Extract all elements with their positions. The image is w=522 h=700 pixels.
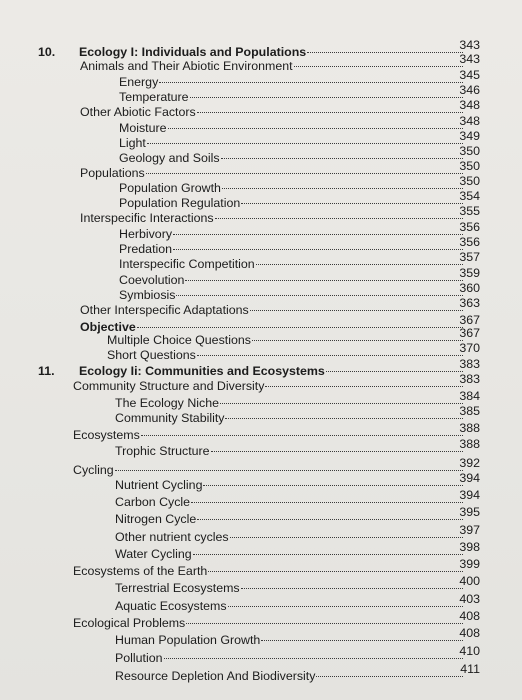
section-title: Interspecific Competition bbox=[119, 257, 255, 271]
section-title: Carbon Cycle bbox=[115, 495, 191, 509]
dot-leader bbox=[294, 65, 463, 67]
page-number: 395 bbox=[459, 505, 480, 519]
dot-leader bbox=[197, 111, 463, 113]
toc-entry bbox=[119, 120, 464, 136]
chapter-number: 10. bbox=[38, 45, 56, 59]
toc-entry bbox=[119, 195, 464, 211]
section-title: Water Cycling bbox=[115, 547, 192, 561]
page-number: 350 bbox=[459, 174, 480, 188]
toc-row bbox=[0, 523, 522, 545]
toc-row bbox=[0, 159, 522, 181]
page-number: 383 bbox=[459, 357, 480, 371]
page-number: 360 bbox=[459, 281, 480, 295]
toc-row bbox=[0, 389, 522, 411]
dot-leader bbox=[176, 294, 463, 296]
section-title: Interspecific Interactions bbox=[80, 211, 214, 225]
section-title: Other nutrient cycles bbox=[115, 530, 229, 544]
toc-row bbox=[0, 456, 522, 478]
page-number: 348 bbox=[459, 98, 480, 112]
page-number: 356 bbox=[459, 220, 480, 234]
dot-leader bbox=[211, 450, 463, 452]
toc-entry bbox=[80, 165, 464, 181]
toc-row bbox=[0, 404, 522, 426]
section-title: Aquatic Ecosystems bbox=[115, 599, 227, 613]
section-title: Trophic Structure bbox=[115, 444, 210, 458]
toc-entry bbox=[115, 580, 464, 596]
toc-row bbox=[0, 250, 522, 272]
toc-row bbox=[0, 471, 522, 493]
toc-entry bbox=[107, 347, 464, 363]
page-number: 350 bbox=[459, 144, 480, 158]
dot-leader bbox=[203, 484, 463, 486]
page-number: 355 bbox=[459, 204, 480, 218]
toc-entry bbox=[115, 511, 464, 527]
dot-leader bbox=[252, 339, 463, 341]
section-title: Moisture bbox=[119, 121, 167, 135]
page-number: 388 bbox=[459, 421, 480, 435]
toc-row bbox=[0, 129, 522, 151]
toc-row bbox=[0, 488, 522, 510]
dot-leader bbox=[173, 233, 463, 235]
toc-row bbox=[0, 592, 522, 614]
toc-entry bbox=[119, 226, 464, 242]
dot-leader bbox=[220, 402, 463, 404]
dot-leader bbox=[230, 536, 463, 538]
section-title: Population Growth bbox=[119, 181, 221, 195]
section-title: Population Regulation bbox=[119, 196, 241, 210]
toc-entry bbox=[119, 89, 464, 105]
toc-entry bbox=[115, 443, 464, 459]
section-title: Resource Depletion And Biodiversity bbox=[115, 669, 316, 683]
dot-leader bbox=[185, 279, 463, 281]
toc-entry bbox=[107, 332, 464, 348]
toc-row bbox=[0, 68, 522, 90]
toc-row bbox=[0, 296, 522, 318]
chapter-title: Objective bbox=[80, 320, 136, 334]
dot-leader bbox=[221, 157, 463, 159]
section-title: Community Structure and Diversity bbox=[73, 379, 265, 393]
toc-row bbox=[0, 281, 522, 303]
toc-row bbox=[0, 204, 522, 226]
toc-row bbox=[0, 574, 522, 596]
page-number: 403 bbox=[459, 592, 480, 606]
toc-row bbox=[0, 83, 522, 105]
toc-row bbox=[0, 662, 522, 684]
toc-row bbox=[0, 266, 522, 288]
toc-entry bbox=[80, 210, 464, 226]
toc-row bbox=[0, 505, 522, 527]
section-title: Ecosystems bbox=[73, 428, 140, 442]
page-number: 394 bbox=[459, 471, 480, 485]
toc-row bbox=[0, 644, 522, 666]
toc-entry bbox=[115, 529, 464, 545]
toc-row bbox=[0, 626, 522, 648]
section-title: Short Questions bbox=[107, 348, 196, 362]
dot-leader bbox=[265, 385, 463, 387]
dot-leader bbox=[241, 202, 463, 204]
dot-leader bbox=[164, 657, 463, 659]
toc-row bbox=[0, 357, 522, 379]
section-title: Nitrogen Cycle bbox=[115, 512, 197, 526]
toc-entry bbox=[73, 462, 464, 478]
chapter-title: Ecology Ii: Communities and Ecosystems bbox=[79, 364, 325, 378]
toc-entry bbox=[115, 494, 464, 510]
page-number: 399 bbox=[459, 557, 480, 571]
dot-leader bbox=[256, 263, 463, 265]
toc-entry bbox=[80, 104, 464, 120]
toc-entry bbox=[80, 58, 464, 74]
page-number: 370 bbox=[459, 341, 480, 355]
dot-leader bbox=[225, 417, 463, 419]
dot-leader bbox=[215, 217, 463, 219]
page-number: 349 bbox=[459, 129, 480, 143]
dot-leader bbox=[137, 326, 463, 328]
toc-row bbox=[0, 609, 522, 631]
toc-row bbox=[0, 189, 522, 211]
page-number: 350 bbox=[459, 159, 480, 173]
page-number: 410 bbox=[459, 644, 480, 658]
toc-entry bbox=[115, 410, 464, 426]
dot-leader bbox=[147, 142, 463, 144]
page-number: 392 bbox=[459, 456, 480, 470]
dot-leader bbox=[115, 469, 463, 471]
dot-leader bbox=[326, 370, 463, 372]
chapter-title: Ecology I: Individuals and Populations bbox=[79, 45, 307, 59]
section-title: Symbiosis bbox=[119, 288, 176, 302]
section-title: Multiple Choice Questions bbox=[107, 333, 251, 347]
toc-row bbox=[0, 437, 522, 459]
dot-leader bbox=[186, 622, 463, 624]
toc-entry bbox=[119, 135, 464, 151]
dot-leader bbox=[159, 81, 463, 83]
page-number: 367 bbox=[459, 313, 480, 327]
toc-entry bbox=[119, 272, 464, 288]
section-title: Community Stability bbox=[115, 411, 225, 425]
toc-row bbox=[0, 540, 522, 562]
toc-entry bbox=[79, 363, 464, 379]
toc-entry bbox=[115, 546, 464, 562]
toc-entry bbox=[73, 427, 464, 443]
toc-entry bbox=[115, 477, 464, 493]
page-number: 398 bbox=[459, 540, 480, 554]
dot-leader bbox=[173, 248, 463, 250]
toc-entry bbox=[73, 615, 464, 631]
toc-entry bbox=[115, 395, 464, 411]
page-number: 411 bbox=[460, 662, 480, 676]
chapter-number: 11. bbox=[38, 364, 55, 378]
section-title: The Ecology Niche bbox=[115, 396, 219, 410]
toc-entry bbox=[115, 668, 464, 684]
section-title: Energy bbox=[119, 75, 159, 89]
section-title: Human Population Growth bbox=[115, 633, 261, 647]
page-number: 384 bbox=[459, 389, 480, 403]
toc-entry bbox=[80, 302, 464, 318]
dot-leader bbox=[250, 309, 463, 311]
toc-row bbox=[0, 98, 522, 120]
page-number: 400 bbox=[459, 574, 480, 588]
toc-entry bbox=[119, 256, 464, 272]
dot-leader bbox=[222, 187, 463, 189]
dot-leader bbox=[146, 172, 463, 174]
page-number: 363 bbox=[459, 296, 480, 310]
dot-leader bbox=[190, 96, 463, 98]
section-title: Other Interspecific Adaptations bbox=[80, 303, 249, 317]
section-title: Populations bbox=[80, 166, 145, 180]
toc-row bbox=[0, 372, 522, 394]
toc-entry bbox=[115, 650, 464, 666]
dot-leader bbox=[141, 434, 463, 436]
dot-leader bbox=[208, 570, 463, 572]
toc-row bbox=[0, 174, 522, 196]
dot-leader bbox=[197, 354, 463, 356]
section-title: Coevolution bbox=[119, 273, 185, 287]
page-number: 408 bbox=[459, 626, 480, 640]
page-number: 346 bbox=[459, 83, 480, 97]
toc-entry bbox=[115, 598, 464, 614]
dot-leader bbox=[228, 605, 463, 607]
toc-entry bbox=[73, 378, 464, 394]
page-number: 359 bbox=[459, 266, 480, 280]
page-number: 354 bbox=[459, 189, 480, 203]
page-number: 343 bbox=[459, 52, 480, 66]
toc-entry bbox=[119, 287, 464, 303]
section-title: Temperature bbox=[119, 90, 189, 104]
toc-entry bbox=[119, 241, 464, 257]
toc-row bbox=[0, 421, 522, 443]
toc-row bbox=[0, 341, 522, 363]
section-title: Predation bbox=[119, 242, 173, 256]
section-title: Ecological Problems bbox=[73, 616, 186, 630]
page-number: 408 bbox=[459, 609, 480, 623]
section-title: Pollution bbox=[115, 651, 163, 665]
section-title: Ecosystems of the Earth bbox=[73, 564, 208, 578]
dot-leader bbox=[241, 587, 463, 589]
toc-row bbox=[0, 144, 522, 166]
section-title: Other Abiotic Factors bbox=[80, 105, 196, 119]
toc-entry bbox=[119, 180, 464, 196]
dot-leader bbox=[168, 127, 463, 129]
dot-leader bbox=[261, 639, 463, 641]
section-title: Light bbox=[119, 136, 146, 150]
page-number: 348 bbox=[459, 114, 480, 128]
page-number: 367 bbox=[459, 326, 480, 340]
page-number: 383 bbox=[459, 372, 480, 386]
dot-leader bbox=[193, 553, 463, 555]
toc-entry bbox=[73, 563, 464, 579]
page-number: 394 bbox=[459, 488, 480, 502]
section-title: Terrestrial Ecosystems bbox=[115, 581, 240, 595]
toc-entry bbox=[115, 632, 464, 648]
page-number: 385 bbox=[459, 404, 480, 418]
toc-row bbox=[0, 220, 522, 242]
toc-row bbox=[0, 114, 522, 136]
toc-entry bbox=[119, 150, 464, 166]
section-title: Cycling bbox=[73, 463, 114, 477]
dot-leader bbox=[197, 518, 463, 520]
dot-leader bbox=[307, 51, 463, 53]
page-number: 357 bbox=[459, 250, 480, 264]
page-number: 345 bbox=[459, 68, 480, 82]
page-number: 343 bbox=[459, 38, 480, 52]
page-number: 388 bbox=[459, 437, 480, 451]
section-title: Geology and Soils bbox=[119, 151, 220, 165]
section-title: Herbivory bbox=[119, 227, 173, 241]
dot-leader bbox=[316, 675, 463, 677]
section-title: Animals and Their Abiotic Environment bbox=[80, 59, 293, 73]
toc-row bbox=[0, 235, 522, 257]
page-number: 356 bbox=[459, 235, 480, 249]
toc-entry bbox=[119, 74, 464, 90]
page-number: 397 bbox=[459, 523, 480, 537]
section-title: Nutrient Cycling bbox=[115, 478, 203, 492]
toc-row bbox=[0, 557, 522, 579]
dot-leader bbox=[191, 501, 463, 503]
